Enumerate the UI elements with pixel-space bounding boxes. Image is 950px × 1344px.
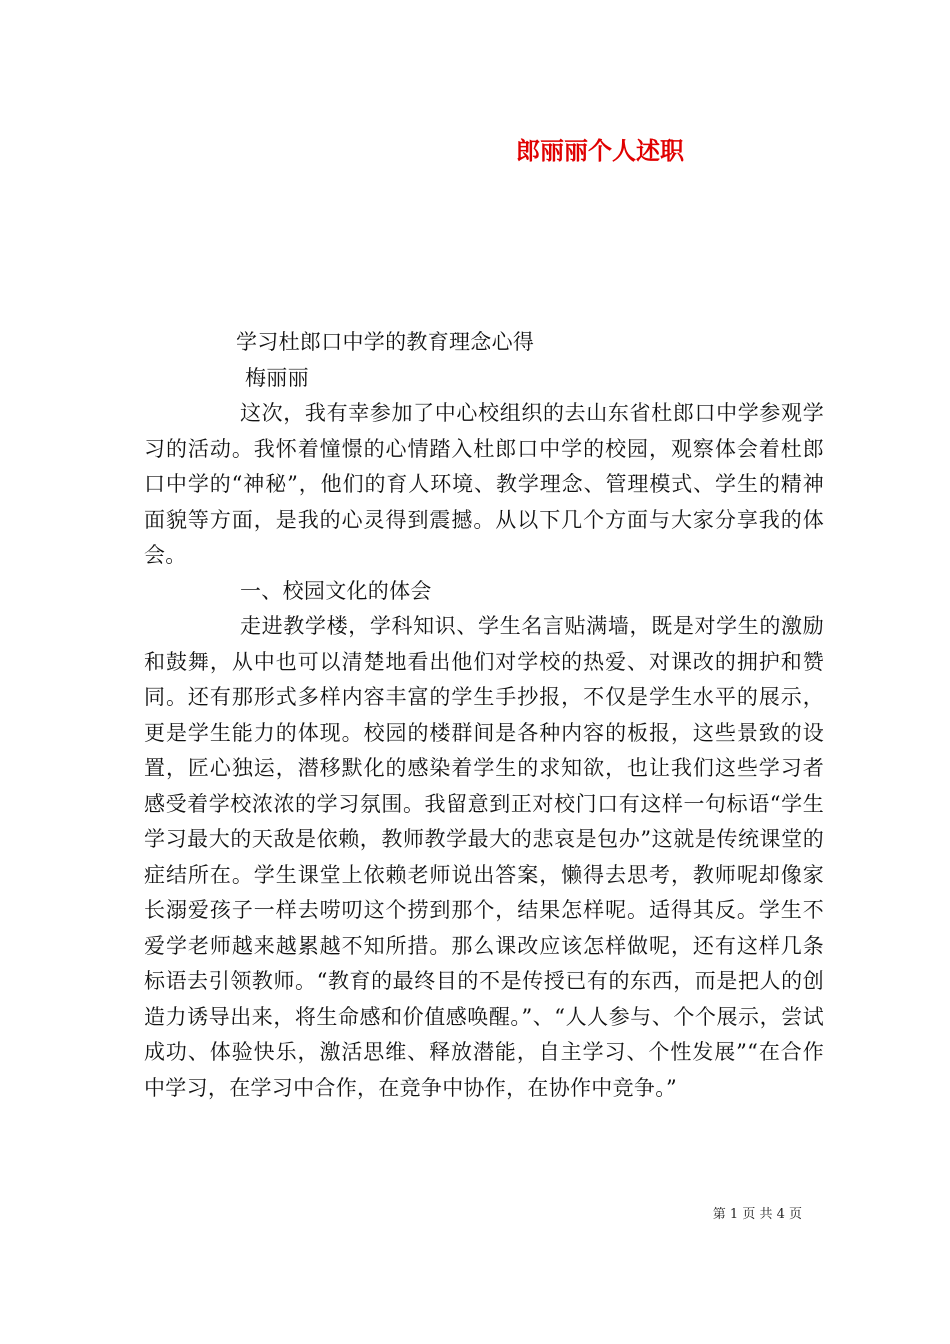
document-title: 郎丽丽个人述职 bbox=[516, 136, 684, 165]
section-heading: 一、校园文化的体会 bbox=[240, 578, 432, 603]
document-body bbox=[144, 325, 824, 1106]
campus-culture-paragraph: 走进教学楼，学科知识、学生名言贴满墙，既是对学生的激励和鼓舞，从中也可以清楚地看出他们对学校的热爱、对课改的拥护和赞同。还有那形式多样内容丰富的学生手抄报，不仅是学生水平的展示，更是学生能力的体现。校园的楼群间是各种内容的板报，这些景致的设置，匠心独运，潜移默化的感染着学生的求知欲，也让我们这些学习者感受着学校浓浓的学习氛围。我留意到正对校门口有这样一句标语“学生学习最大的天敌是依赖，教师教学最大的悲哀是包办”这就是传统课堂的症结所在。学生课堂上依赖老师说出答案，懒得去思考，教师呢却像家长溺爱孩子一样去唠叨这个捞到那个，结果怎样呢。适得其反。学生不爱学老师越来越累越不知所措。那么课改应该怎样做呢，还有这样几条标语去引领教师。“教育的最终目的不是传授已有的东西，而是把人的创造力诱导出来，将生命感和价值感唤醒。”、“人人参与、个个展示，尝试成功、体验快乐，激活思维、释放潜能，自主学习、个性发展”“在合作中学习，在学习中合作，在竞争中协作，在协作中竞争。” bbox=[144, 614, 824, 1100]
intro-paragraph: 这次，我有幸参加了中心校组织的去山东省杜郎口中学参观学习的活动。我怀着憧憬的心情踏入杜郎口中学的校园，观察体会着杜郎口中学的“神秘”，他们的育人环境、教学理念、管理模式、学生的精神面貌等方面，是我的心灵得到震撼。从以下几个方面与大家分享我的体会。 bbox=[144, 401, 824, 567]
page-number-footer: 第 1 页 共 4 页 bbox=[712, 1207, 802, 1222]
author-name: 梅丽丽 bbox=[245, 365, 309, 390]
document-subtitle: 学习杜郎口中学的教育理念心得 bbox=[236, 330, 535, 354]
